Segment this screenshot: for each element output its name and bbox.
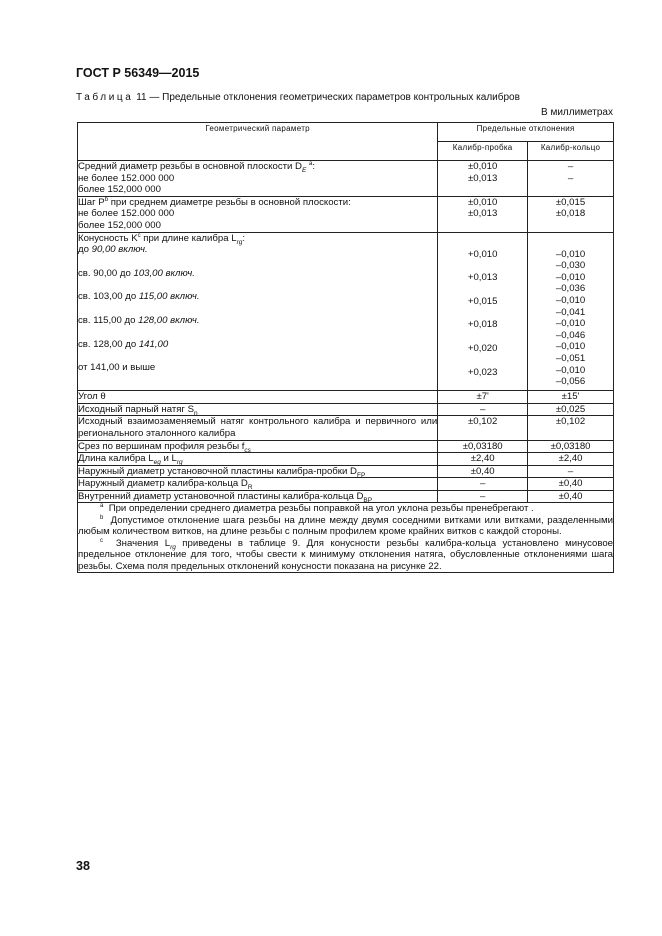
row-crest — [78, 440, 614, 453]
length-ring: ±2,40 — [528, 453, 614, 466]
length-param: Длина калибра $L_{eg}$ и $L_{rg}$ — [78, 453, 438, 466]
taper-range-6: от 141,00 и выше — [78, 362, 156, 374]
standoff-plug: – — [438, 403, 528, 416]
pitch-ring: ±0,015 ±0,018 — [528, 196, 614, 232]
taper-range-4: св. 115,00 до 128,00 включ. — [78, 314, 200, 326]
taper-range-3: св. 103,00 до 115,00 включ. — [78, 291, 200, 303]
row-pitch-diameter — [78, 161, 614, 197]
pitch-line-1: не более 152.000 000 — [78, 208, 175, 220]
row-interchange — [78, 416, 614, 440]
pitch-label: Шаг $P^b$ при среднем диаметре резьбы в основной плоскости: — [78, 196, 351, 208]
interchange-ring: ±0,102 — [528, 416, 614, 440]
pitch-diameter-label: Средний диаметр резьбы в основной плоскости $D_E$ $^a$: — [78, 160, 316, 174]
pitch-diameter-ring: – – — [528, 161, 614, 197]
header-param: Геометрический параметр — [78, 123, 438, 161]
interchange-plug: ±0,102 — [438, 416, 528, 440]
taper-plug: +0,010 +0,013 +0,015 +0,018 +0,020 +0,023 — [438, 232, 528, 391]
ring-od-plug: – — [438, 478, 528, 491]
pitch-diameter-line-2: более 152,000 000 — [78, 184, 161, 196]
plate-od-ring: – — [528, 465, 614, 478]
table-title: — Предельные отклонения геометрических параметров контрольных калибров — [149, 92, 520, 103]
plate-id-ring: ±0,40 — [528, 490, 614, 503]
standoff-ring: ±0,025 — [528, 403, 614, 416]
row-ring-od — [78, 478, 614, 491]
table-number: 11 — [136, 92, 147, 103]
plate-od-plug: ±0,40 — [438, 465, 528, 478]
document-code: ГОСТ Р 56349—2015 — [76, 66, 200, 80]
length-plug: ±2,40 — [438, 453, 528, 466]
footnote-b: $^b$ Допустимое отклонение шага резьбы на длине между двумя соседними витками или витками, разделенными любым количеством витков, на длине резьбы с полным профилем кроме крайних витков с каждой стороны. — [78, 514, 613, 538]
angle-param: Угол θ — [78, 391, 438, 404]
ring-od-param: Наружный диаметр калибра-кольца $D_R$ — [78, 478, 438, 491]
angle-ring: ±15' — [528, 391, 614, 404]
header-ring: Калибр-кольцо — [528, 142, 614, 161]
deviation-table — [77, 122, 614, 573]
row-plate-id — [78, 490, 614, 503]
crest-ring: ±0,03180 — [528, 440, 614, 453]
footnote-c: $^c$ Значения $L_{rg}$ приведены в таблице 9. Для конусности резьбы калибра-кольца установлено минусовое предельное отклонение для того, чтобы свести к минимуму отклонения натяга, обусловленные отклонениями шага резьбы. Схема поля предельных отклонений конусности показана на рисунке 22. — [78, 537, 613, 572]
header-deviations: Предельные отклонения — [438, 123, 614, 142]
page-number: 38 — [76, 859, 90, 873]
row-length — [78, 453, 614, 466]
row-taper — [78, 232, 614, 391]
taper-ring: –0,010 –0,030 –0,010 –0,036 –0,010 –0,041 –0,010 –0,046 –0,010 –0,051 –0,010 –0,056 — [528, 232, 614, 391]
pitch-plug: ±0,010 ±0,013 — [438, 196, 528, 232]
taper-label: Конусность $K^c$ при длине калибра $L_{rg}$: — [78, 232, 246, 246]
row-footnotes — [78, 503, 614, 572]
pitch-param — [78, 196, 438, 232]
pitch-diameter-plug: ±0,010 ±0,013 — [438, 161, 528, 197]
taper-range-2: св. 90,00 до 103,00 включ. — [78, 267, 195, 279]
taper-range-1: до 90,00 включ. — [78, 244, 148, 256]
footnote-a: $^a$ При определении среднего диаметра резьбы поправкой на угол уклона резьбы пренебрегают . — [100, 503, 534, 515]
header-plug: Калибр-пробка — [438, 142, 528, 161]
row-plate-od — [78, 465, 614, 478]
plate-id-plug: – — [438, 490, 528, 503]
footnotes — [78, 503, 614, 572]
taper-param — [78, 232, 438, 391]
row-angle — [78, 391, 614, 404]
row-standoff — [78, 403, 614, 416]
plate-id-param: Внутренний диаметр установочной пластины калибра-кольца $D_{BP}$ — [78, 490, 438, 503]
units-note: В миллиметрах — [541, 107, 613, 118]
standoff-param: Исходный парный натяг $S_n$ — [78, 403, 438, 416]
row-pitch — [78, 196, 614, 232]
pitch-diameter-param — [78, 161, 438, 197]
header-row — [78, 123, 614, 142]
interchange-param: Исходный взаимозаменяемый натяг контрольного калибра и первичного или регионального эталонного калибра — [78, 416, 438, 439]
angle-plug: ±7' — [438, 391, 528, 404]
pitch-diameter-line-1: не более 152.000 000 — [78, 172, 175, 184]
crest-plug: ±0,03180 — [438, 440, 528, 453]
taper-range-5: св. 128,00 до 141,00 — [78, 338, 169, 350]
table-caption — [76, 92, 520, 103]
crest-param: Срез по вершинам профиля резьбы $f_{cs}$ — [78, 440, 438, 453]
plate-od-param: Наружный диаметр установочной пластины калибра-пробки $D_{FP}$ — [78, 465, 438, 478]
table-word: Таблица — [76, 92, 134, 103]
ring-od-ring: ±0,40 — [528, 478, 614, 491]
pitch-line-2: более 152,000 000 — [78, 219, 161, 231]
